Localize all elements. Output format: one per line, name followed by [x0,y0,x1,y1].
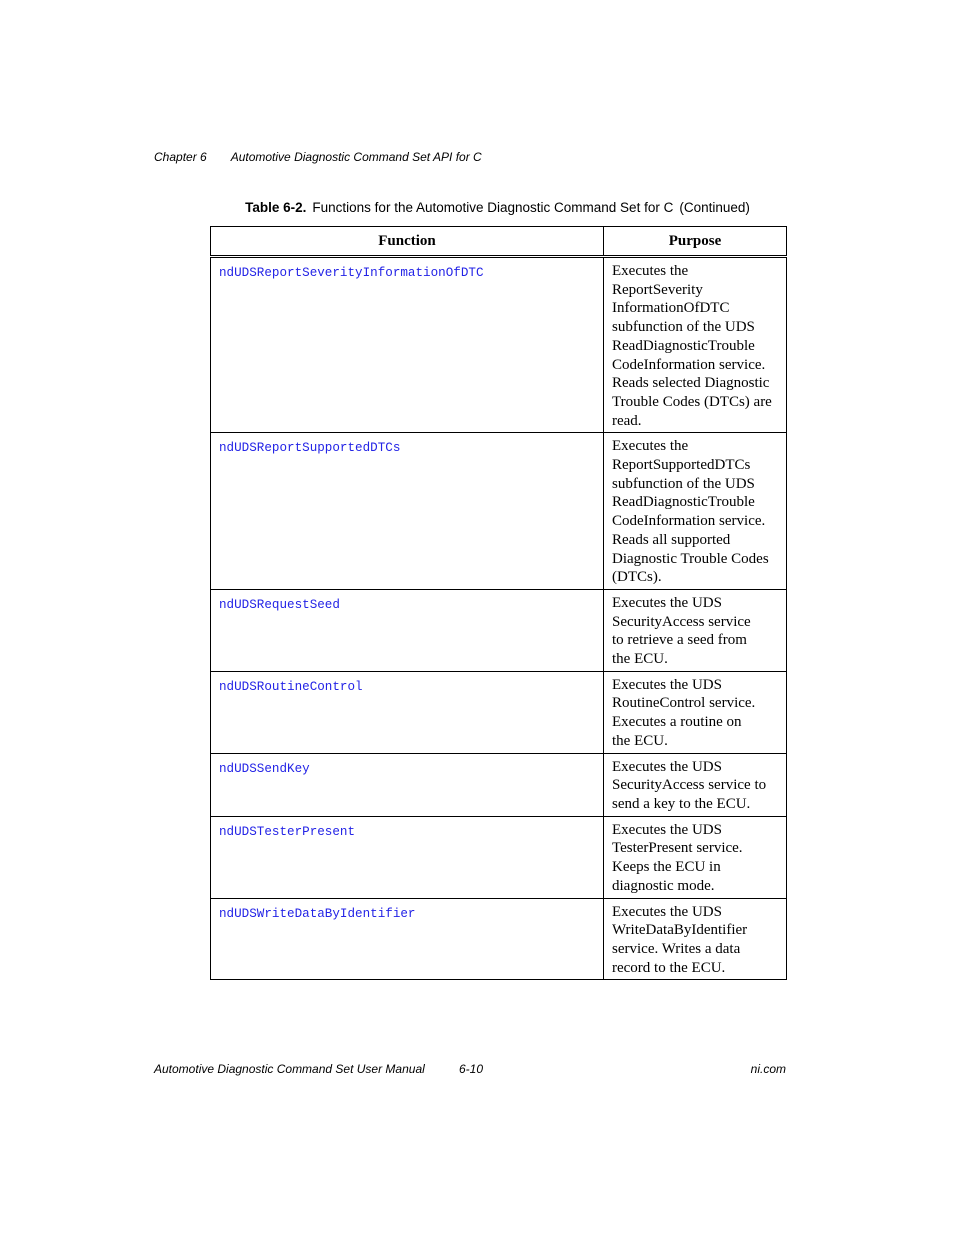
purpose-line: read. [612,412,642,429]
purpose-line: Executes a routine on [612,714,742,731]
purpose-line: WriteDataByIdentifier [612,922,748,939]
purpose-line: record to the ECU. [612,959,726,976]
purpose-line: CodeInformation service. [612,513,766,530]
table-row [211,433,787,590]
purpose-cell [604,433,787,590]
purpose-line: Trouble Codes (DTCs) are [612,393,772,410]
purpose-line: ReadDiagnosticTrouble [612,494,755,511]
purpose-line: service. Writes a data [612,940,741,957]
purpose-line: Executes the UDS [612,821,722,838]
purpose-cell [604,816,787,898]
table-row [211,816,787,898]
table-caption-continued: (Continued) [679,200,750,215]
table-caption-text: Functions for the Automotive Diagnostic Command Set for C [312,200,674,215]
function-cell [211,589,604,671]
purpose-line: Executes the UDS [612,903,722,920]
purpose-cell [604,898,787,980]
function-link[interactable]: ndUDSSendKey [219,761,310,776]
functions-table [210,226,787,980]
function-cell [211,753,604,816]
function-cell [211,898,604,980]
running-header [154,150,482,164]
purpose-line: to retrieve a seed from [612,632,747,649]
table-caption-number: Table 6-2. [245,200,307,215]
table-row [211,898,787,980]
table-row [211,671,787,753]
purpose-line: TesterPresent service. [612,840,743,857]
table-body [211,257,787,980]
purpose-line: ReportSeverity [612,281,703,298]
footer-manual-title: Automotive Diagnostic Command Set User Manual [154,1062,425,1076]
purpose-line: the ECU. [612,732,668,749]
purpose-line: InformationOfDTC [612,300,730,317]
function-link[interactable]: ndUDSReportSeverityInformationOfDTC [219,266,484,280]
purpose-line: (DTCs). [612,569,662,586]
footer-site: ni.com [750,1062,786,1076]
table-caption [210,200,785,215]
table-row [211,753,787,816]
purpose-line: RoutineControl service. [612,695,756,712]
purpose-line: Executes the UDS [612,594,722,611]
purpose-line: the ECU. [612,651,668,668]
function-cell [211,671,604,753]
function-link[interactable]: ndUDSRoutineControl [219,679,363,694]
purpose-line: Reads all supported [612,531,731,548]
purpose-line: subfunction of the UDS [612,319,755,336]
function-link[interactable]: ndUDSRequestSeed [219,597,340,612]
purpose-line: Reads selected Diagnostic [612,375,770,392]
function-link[interactable]: ndUDSReportSupportedDTCs [219,441,401,456]
function-link[interactable]: ndUDSWriteDataByIdentifier [219,906,416,921]
purpose-line: Keeps the ECU in [612,859,721,876]
chapter-title: Automotive Diagnostic Command Set API for C [230,150,482,164]
purpose-line: Executes the [612,438,689,455]
table-header-row [211,227,787,257]
purpose-cell [604,257,787,433]
purpose-line: Executes the [612,263,689,279]
function-cell [211,816,604,898]
purpose-line: ReadDiagnosticTrouble [612,337,755,354]
column-header-function: Function [211,227,604,257]
purpose-line: Executes the UDS [612,758,722,775]
purpose-cell [604,589,787,671]
function-cell [211,257,604,433]
function-cell [211,433,604,590]
purpose-cell [604,671,787,753]
purpose-line: send a key to the ECU. [612,795,751,812]
purpose-line: Executes the UDS [612,676,722,693]
purpose-line: subfunction of the UDS [612,475,755,492]
purpose-line: ReportSupportedDTCs [612,457,751,474]
table-row [211,257,787,433]
footer-page-number: 6-10 [459,1062,484,1076]
function-link[interactable]: ndUDSTesterPresent [219,824,356,839]
table-row [211,589,787,671]
purpose-line: SecurityAccess service [612,613,751,630]
purpose-line: CodeInformation service. [612,356,766,373]
purpose-line: Diagnostic Trouble Codes [612,550,769,567]
purpose-line: SecurityAccess service to [612,777,767,794]
column-header-purpose: Purpose [604,227,787,257]
purpose-line: diagnostic mode. [612,877,715,894]
chapter-label: Chapter 6 [154,150,207,164]
purpose-cell [604,753,787,816]
